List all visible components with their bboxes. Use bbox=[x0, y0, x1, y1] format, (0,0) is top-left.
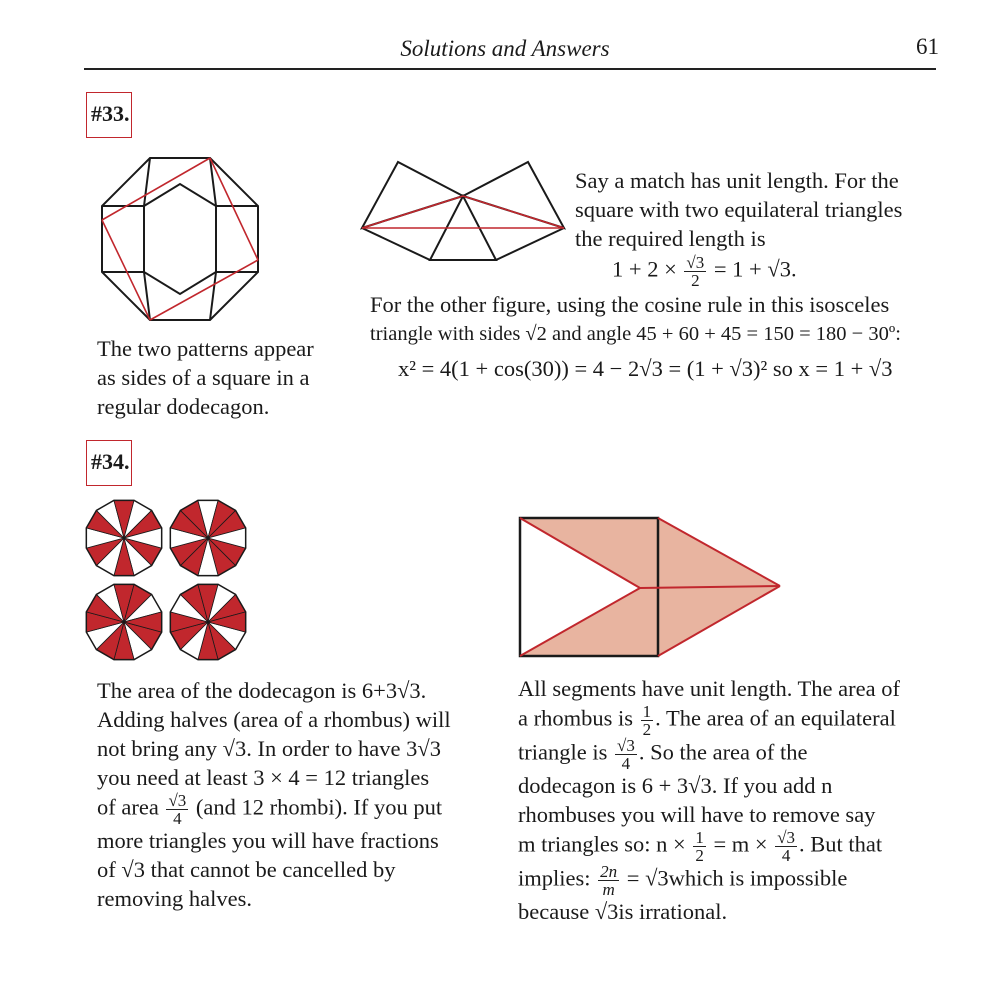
left-line: removing halves. bbox=[97, 886, 252, 911]
eq1-frac-num: √3 bbox=[686, 253, 705, 272]
left-line: you need at least 3 × 4 = 12 triangles bbox=[97, 765, 430, 790]
problem-34-left-text bbox=[97, 676, 451, 913]
triangle-post: . So the area of the bbox=[638, 739, 808, 765]
right-line: because √3is irrational. bbox=[518, 899, 728, 924]
eq1-fraction bbox=[684, 254, 706, 289]
dodecagon-hexagon-figure bbox=[90, 150, 270, 330]
rhombus-pre: a rhombus is bbox=[518, 705, 633, 731]
right-line-2 bbox=[518, 703, 900, 737]
problem-34-box bbox=[86, 440, 132, 486]
intro-line: Say a match has unit length. For the bbox=[575, 168, 899, 193]
frac-den: 4 bbox=[781, 846, 791, 865]
problem-33-intro bbox=[575, 166, 902, 253]
problem-33-box bbox=[86, 92, 132, 138]
fraction bbox=[693, 829, 706, 864]
intro-line: the required length is bbox=[575, 226, 766, 251]
frac-den: 2 bbox=[642, 720, 652, 739]
page-number: 61 bbox=[916, 34, 939, 59]
other-figure-line-2: triangle with sides √2 and angle 45 + 60 + 45 = 150 = 180 − 30º: bbox=[370, 323, 901, 345]
fraction bbox=[775, 829, 797, 864]
triangle-fraction bbox=[615, 737, 637, 772]
rhombus-fraction bbox=[641, 703, 654, 738]
frac-den: 4 bbox=[621, 754, 631, 773]
area-pre: of area bbox=[97, 794, 159, 820]
left-line: Adding halves (area of a rhombus) will bbox=[97, 707, 451, 732]
intro-line: square with two equilateral triangles bbox=[575, 197, 903, 222]
triangle-pre: triangle is bbox=[518, 739, 608, 765]
frac-num: 1 bbox=[642, 702, 652, 721]
problem-34-label: #34. bbox=[91, 449, 130, 474]
right-line: All segments have unit length. The area of bbox=[518, 676, 900, 701]
eq-part: implies: bbox=[518, 865, 591, 891]
frac-num: 2n bbox=[600, 862, 618, 881]
left-line: more triangles you will have fractions bbox=[97, 828, 439, 853]
left-line: of √3 that cannot be cancelled by bbox=[97, 857, 396, 882]
left-line: The area of the dodecagon is 6+3√3. bbox=[97, 678, 427, 703]
eq-part: m triangles so: n × bbox=[518, 831, 686, 857]
right-line-3 bbox=[518, 737, 900, 771]
area-frac-num: √3 bbox=[168, 791, 187, 810]
header-rule bbox=[84, 68, 936, 70]
area-post: (and 12 rhombi). If you put bbox=[195, 794, 443, 820]
rhombus-post: . The area of an equilateral bbox=[655, 705, 896, 731]
area-fraction bbox=[166, 792, 188, 827]
left-area-line bbox=[97, 792, 451, 826]
right-line-7 bbox=[518, 863, 900, 897]
frac-den: m bbox=[602, 880, 615, 899]
other-figure-line-1: For the other figure, using the cosine rule in this isosceles bbox=[370, 292, 890, 317]
right-line: rhombuses you will have to remove say bbox=[518, 802, 876, 827]
equation-2: x² = 4(1 + cos(30)) = 4 − 2√3 = (1 + √3)² so x = 1 + √3 bbox=[398, 356, 893, 381]
eq1-frac-den: 2 bbox=[691, 271, 700, 290]
problem-33-label: #33. bbox=[91, 101, 130, 126]
frac-den: 2 bbox=[695, 846, 704, 865]
right-line: dodecagon is 6 + 3√3. If you add n bbox=[518, 773, 833, 798]
eq-part: = √3which is impossible bbox=[626, 865, 848, 891]
area-frac-den: 4 bbox=[173, 809, 182, 828]
right-line-6 bbox=[518, 829, 900, 863]
eq1-right: = 1 + √3. bbox=[713, 256, 797, 282]
running-header: Solutions and Answers bbox=[400, 36, 610, 61]
left-line: not bring any √3. In order to have 3√3 bbox=[97, 736, 441, 761]
fraction bbox=[598, 863, 619, 898]
caption-line: The two patterns appear bbox=[97, 336, 314, 361]
problem-33-caption bbox=[97, 334, 314, 421]
eq1-left: 1 + 2 × bbox=[612, 256, 677, 282]
equation-1 bbox=[612, 254, 797, 289]
frac-num: √3 bbox=[777, 828, 796, 847]
eq-part: = m × bbox=[713, 831, 768, 857]
frac-num: 1 bbox=[695, 828, 704, 847]
frac-num: √3 bbox=[616, 736, 635, 755]
problem-34-right-text bbox=[518, 674, 900, 926]
square-rhombus-figure bbox=[518, 516, 784, 658]
caption-line: regular dodecagon. bbox=[97, 394, 270, 419]
eq-part: . But that bbox=[799, 831, 883, 857]
square-triangles-figure bbox=[358, 158, 568, 263]
caption-line: as sides of a square in a bbox=[97, 365, 310, 390]
dodecagon-tilings-figure bbox=[84, 498, 250, 664]
